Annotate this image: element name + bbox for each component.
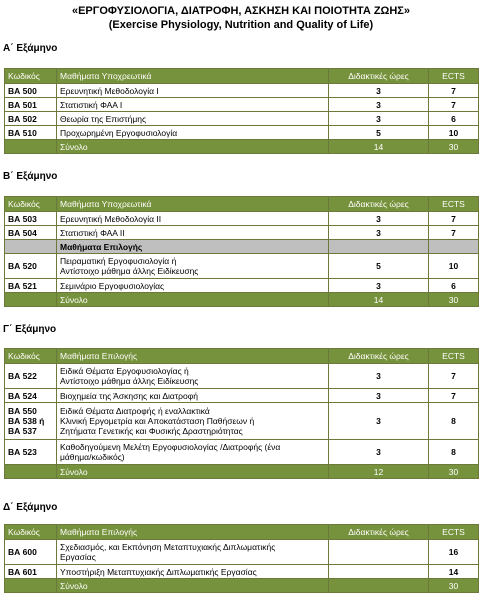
column-header: Κωδικός xyxy=(5,197,57,212)
column-header: ECTS xyxy=(429,525,479,540)
empty-cell xyxy=(5,240,57,254)
total-row xyxy=(5,465,479,479)
course-ects: 6 xyxy=(429,279,479,293)
table-row xyxy=(5,254,479,279)
course-code: ΒΑ 523 xyxy=(5,440,57,465)
course-code: ΒΑ 600 xyxy=(5,540,57,565)
course-name: Βιοχημεία της Άσκησης και Διατροφή xyxy=(57,389,329,403)
table-row xyxy=(5,565,479,579)
course-ects: 7 xyxy=(429,226,479,240)
table-row xyxy=(5,440,479,465)
table-header-row xyxy=(5,197,479,212)
total-hours: 14 xyxy=(329,140,429,154)
course-hours: 3 xyxy=(329,364,429,389)
empty-cell xyxy=(5,140,57,154)
total-ects: 30 xyxy=(429,465,479,479)
total-hours: 14 xyxy=(329,293,429,307)
column-header: Διδακτικές ώρες xyxy=(329,525,429,540)
empty-cell xyxy=(429,240,479,254)
column-header: Διδακτικές ώρες xyxy=(329,349,429,364)
table-row xyxy=(5,212,479,226)
column-header: ECTS xyxy=(429,197,479,212)
semester-heading: Α΄ Εξάμηνο xyxy=(3,43,58,54)
course-table xyxy=(4,68,479,154)
course-name: Προχωρημένη Εργοφυσιολογία xyxy=(57,126,329,140)
course-hours: 5 xyxy=(329,254,429,279)
text-line: Αντίστοιχο μάθημα άλλης Ειδίκευσης xyxy=(60,376,199,386)
course-code xyxy=(5,403,57,440)
text-line: Εργασίας xyxy=(60,552,96,562)
course-code: ΒΑ 503 xyxy=(5,212,57,226)
title-greek: «ΕΡΓΟΦΥΣΙΟΛΟΓΙΑ, ΔΙΑΤΡΟΦΗ, ΑΣΚΗΣΗ ΚΑΙ ΠΟΙΟΤΗΤΑ ΖΩΗΣ» xyxy=(71,5,411,17)
course-ects: 10 xyxy=(429,126,479,140)
column-header: Μαθήματα Επιλογής xyxy=(57,349,329,364)
course-code: ΒΑ 502 xyxy=(5,112,57,126)
table-row xyxy=(5,84,479,98)
total-label: Σύνολο xyxy=(57,293,329,307)
total-hours: 12 xyxy=(329,465,429,479)
course-code: ΒΑ 501 xyxy=(5,98,57,112)
total-label: Σύνολο xyxy=(57,579,329,593)
text-line: ΒΑ 538 ή xyxy=(8,416,45,426)
course-ects: 7 xyxy=(429,389,479,403)
course-ects: 14 xyxy=(429,565,479,579)
course-ects: 7 xyxy=(429,98,479,112)
column-header: Κωδικός xyxy=(5,349,57,364)
text-line: Πειραματική Εργοφυσιολογία ή xyxy=(60,256,177,266)
column-header: ECTS xyxy=(429,349,479,364)
column-header: ECTS xyxy=(429,69,479,84)
table-header-row xyxy=(5,69,479,84)
text-line: Καθοδηγούμενη Μελέτη Εργοφυσιολογίας /Διατροφής (ένα xyxy=(60,442,281,452)
table-header-row xyxy=(5,349,479,364)
course-table xyxy=(4,524,479,593)
empty-cell xyxy=(5,465,57,479)
course-code: ΒΑ 510 xyxy=(5,126,57,140)
total-label: Σύνολο xyxy=(57,140,329,154)
course-hours: 3 xyxy=(329,212,429,226)
elective-label: Μαθήματα Επιλογής xyxy=(57,240,329,254)
course-name xyxy=(57,254,329,279)
table-row xyxy=(5,540,479,565)
course-code: ΒΑ 500 xyxy=(5,84,57,98)
course-hours: 3 xyxy=(329,112,429,126)
column-header: Κωδικός xyxy=(5,69,57,84)
text-line: ΒΑ 550 xyxy=(8,406,37,416)
title-block xyxy=(0,0,482,32)
table-row xyxy=(5,126,479,140)
course-ects: 8 xyxy=(429,440,479,465)
table-row xyxy=(5,226,479,240)
course-hours: 3 xyxy=(329,440,429,465)
course-code: ΒΑ 504 xyxy=(5,226,57,240)
text-line: Ζητήματα Γενετικής και Φυσικής Δραστηριότητας xyxy=(60,426,243,436)
course-name: Σεμινάριο Εργοφυσιολογίας xyxy=(57,279,329,293)
table-row xyxy=(5,403,479,440)
empty-cell xyxy=(5,579,57,593)
column-header: Κωδικός xyxy=(5,525,57,540)
course-ects: 7 xyxy=(429,364,479,389)
text-line: Ειδικά Θέματα Εργοφυσιολογίας ή xyxy=(60,366,189,376)
total-row xyxy=(5,140,479,154)
column-header: Μαθήματα Υποχρεωτικά xyxy=(57,69,329,84)
course-hours: 3 xyxy=(329,226,429,240)
course-name: Στατιστική ΦΑΑ Ι xyxy=(57,98,329,112)
course-ects: 8 xyxy=(429,403,479,440)
table-header-row xyxy=(5,525,479,540)
course-ects: 6 xyxy=(429,112,479,126)
text-line: Ειδικά Θέματα Διατροφής ή εναλλακτικά xyxy=(60,406,210,416)
course-hours: 3 xyxy=(329,389,429,403)
column-header: Διδακτικές ώρες xyxy=(329,69,429,84)
table-row xyxy=(5,112,479,126)
course-ects: 16 xyxy=(429,540,479,565)
semester-heading: Γ΄ Εξάμηνο xyxy=(3,324,57,335)
total-row xyxy=(5,293,479,307)
text-line: ΒΑ 537 xyxy=(8,426,37,436)
total-ects: 30 xyxy=(429,293,479,307)
total-label: Σύνολο xyxy=(57,465,329,479)
course-name: Ερευνητική Μεθοδολογία ΙΙ xyxy=(57,212,329,226)
course-name xyxy=(57,364,329,389)
course-name xyxy=(57,440,329,465)
semester-heading: Β΄ Εξάμηνο xyxy=(3,171,58,182)
course-hours xyxy=(329,540,429,565)
text-line: Αντίστοιχο μάθημα άλλης Ειδίκευσης xyxy=(60,266,199,276)
course-name: Ερευνητική Μεθοδολογία Ι xyxy=(57,84,329,98)
empty-cell xyxy=(5,293,57,307)
title-english: (Exercise Physiology, Nutrition and Quality of Life) xyxy=(108,19,374,31)
course-code: ΒΑ 522 xyxy=(5,364,57,389)
course-name xyxy=(57,403,329,440)
course-hours: 3 xyxy=(329,279,429,293)
course-name: Θεωρία της Επιστήμης xyxy=(57,112,329,126)
total-row xyxy=(5,579,479,593)
course-hours: 5 xyxy=(329,126,429,140)
course-hours xyxy=(329,565,429,579)
text-line: Σχεδιασμός, και Εκπόνηση Μεταπτυχιακής Διπλωματικής xyxy=(60,542,276,552)
course-hours: 3 xyxy=(329,98,429,112)
table-row xyxy=(5,279,479,293)
column-header: Μαθήματα Επιλογής xyxy=(57,525,329,540)
course-code: ΒΑ 524 xyxy=(5,389,57,403)
semester-heading: Δ΄ Εξάμηνο xyxy=(3,502,58,513)
column-header: Μαθήματα Υποχρεωτικά xyxy=(57,197,329,212)
course-name: Στατιστική ΦΑΑ ΙΙ xyxy=(57,226,329,240)
elective-subheader-row xyxy=(5,240,479,254)
course-ects: 7 xyxy=(429,212,479,226)
course-ects: 7 xyxy=(429,84,479,98)
course-ects: 10 xyxy=(429,254,479,279)
course-hours: 3 xyxy=(329,84,429,98)
table-row xyxy=(5,98,479,112)
empty-cell xyxy=(329,240,429,254)
course-name xyxy=(57,540,329,565)
course-code: ΒΑ 601 xyxy=(5,565,57,579)
table-row xyxy=(5,389,479,403)
course-name: Υποστήριξη Μεταπτυχιακής Διπλωματικής Εργασίας xyxy=(57,565,329,579)
total-hours xyxy=(329,579,429,593)
course-hours: 3 xyxy=(329,403,429,440)
text-line: Κλινική Εργομετρία και Αποκατάσταση Παθήσεων ή xyxy=(60,416,255,426)
course-table xyxy=(4,196,479,307)
column-header: Διδακτικές ώρες xyxy=(329,197,429,212)
course-table xyxy=(4,348,479,479)
course-code: ΒΑ 521 xyxy=(5,279,57,293)
total-ects: 30 xyxy=(429,140,479,154)
total-ects: 30 xyxy=(429,579,479,593)
course-code: ΒΑ 520 xyxy=(5,254,57,279)
text-line: μάθημα/κωδικός) xyxy=(60,452,125,462)
table-row xyxy=(5,364,479,389)
